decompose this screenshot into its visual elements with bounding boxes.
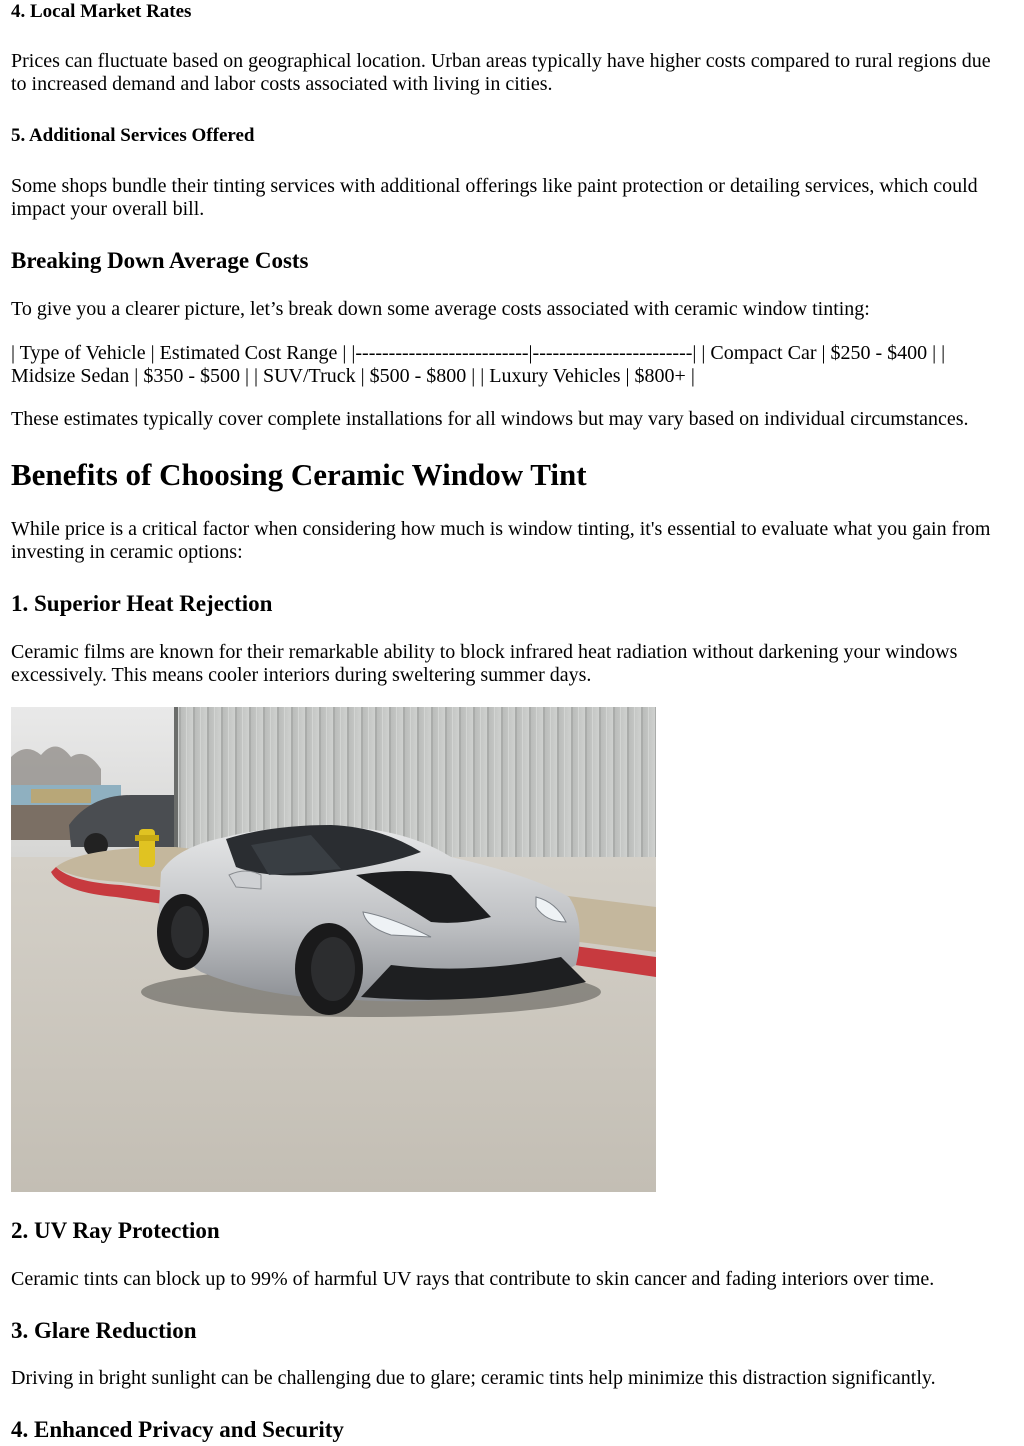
heading-privacy-security: 4. Enhanced Privacy and Security xyxy=(11,1417,344,1442)
heading-local-market-rates: 4. Local Market Rates xyxy=(11,1,192,22)
heading-benefits: Benefits of Choosing Ceramic Window Tint xyxy=(11,457,587,492)
paragraph-uv-protection: Ceramic tints can block up to 99% of harmful UV rays that contribute to skin cancer and fading interiors over time. xyxy=(11,1268,935,1290)
heading-heat-rejection: 1. Superior Heat Rejection xyxy=(11,591,273,616)
paragraph-glare-reduction: Driving in bright sunlight can be challenging due to glare; ceramic tints help minimize this distraction significantly. xyxy=(11,1367,936,1389)
car-photo xyxy=(11,707,656,1192)
heading-glare-reduction: 3. Glare Reduction xyxy=(11,1318,197,1343)
paragraph-cost-table-text: | Type of Vehicle | Estimated Cost Range | |--------------------------|------------------------| | Compact Car | $250 - $400 | | Midsize Sedan | $350 - $500 | | SUV/Truck | $500 - $800 | | Luxury Vehicles | $800+ | xyxy=(11,342,946,387)
heading-breaking-down-costs: Breaking Down Average Costs xyxy=(11,248,309,273)
heading-additional-services: 5. Additional Services Offered xyxy=(11,125,255,146)
paragraph-costs-intro: To give you a clearer picture, let’s break down some average costs associated with ceramic window tinting: xyxy=(11,298,870,320)
paragraph-additional-services: Some shops bundle their tinting services with additional offerings like paint protection or detailing services, which could impact your overall bill. xyxy=(11,175,978,220)
paragraph-local-market-rates: Prices can fluctuate based on geographical location. Urban areas typically have higher costs compared to rural regions due to increased demand and labor costs associated with living in cities. xyxy=(11,50,991,95)
paragraph-benefits-intro: While price is a critical factor when considering how much is window tinting, it's essential to evaluate what you gain from investing in ceramic options: xyxy=(11,518,991,563)
paragraph-costs-note: These estimates typically cover complete installations for all windows but may vary based on individual circumstances. xyxy=(11,408,969,430)
paragraph-heat-rejection: Ceramic films are known for their remarkable ability to block infrared heat radiation without darkening your windows excessively. This means cooler interiors during sweltering summer days. xyxy=(11,641,958,686)
heading-uv-protection: 2. UV Ray Protection xyxy=(11,1218,220,1243)
